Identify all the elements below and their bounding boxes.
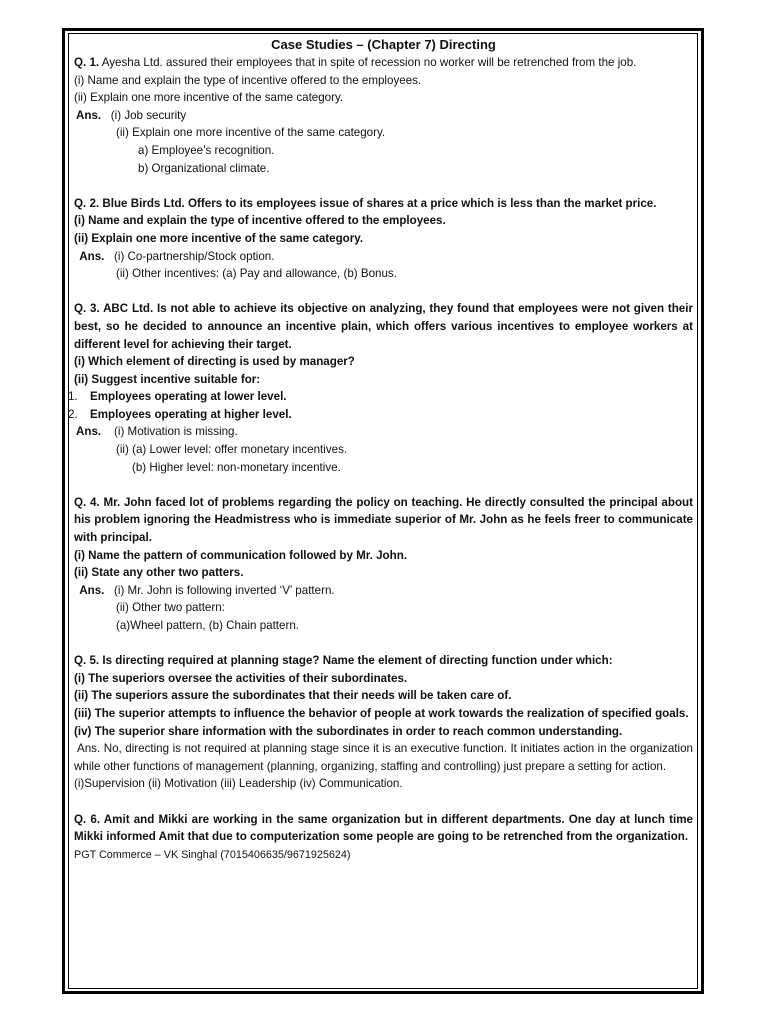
q4-answer-i-text: (i) Mr. John is following inverted ‘V’ pattern. xyxy=(114,583,335,597)
q5-part-i xyxy=(74,670,693,688)
q1-answer-i xyxy=(74,107,693,125)
q1-answer-a: a) Employee’s recognition. xyxy=(138,143,275,157)
question-4 xyxy=(74,494,693,547)
q4-answer-i xyxy=(74,582,693,600)
q5-part-iv-label: (iv) xyxy=(74,724,92,738)
answer-label: Ans. xyxy=(79,583,105,597)
question-2-label: Q. 2. xyxy=(74,196,100,210)
answer-label: Ans. xyxy=(76,108,102,122)
question-4-text: Mr. John faced lot of problems regarding the policy on teaching. He directly consulted the principal about his problem ignoring the Headmistress who is immediate superior of Mr. John as he feels freer to communicate with principal. xyxy=(74,495,693,545)
document-content xyxy=(68,36,693,864)
q5-part-iii-label: (iii) xyxy=(74,706,92,720)
q5-part-ii-text: The superiors assure the subordinates that their needs will be taken care of. xyxy=(91,689,512,703)
q4-answer-ii-patterns: (a)Wheel pattern, (b) Chain pattern. xyxy=(116,619,300,632)
q3-list-item-1 xyxy=(68,388,693,406)
q1-answer-i-text: (i) Job security xyxy=(110,108,187,122)
q5-answer-elements: (i)Supervision (ii) Motivation (iii) Leadership (iv) Communication. xyxy=(74,777,403,791)
q3-list-item-2-text: Employees operating at higher level. xyxy=(90,407,292,421)
q5-part-i-text: The superiors oversee the activities of their subordinates. xyxy=(88,671,408,685)
q1-answer-b: b) Organizational climate. xyxy=(138,161,270,175)
q1-part-i: (i) Name and explain the type of incentive offered to the employees. xyxy=(74,73,422,87)
q5-part-ii xyxy=(74,687,693,705)
question-2 xyxy=(74,195,693,213)
q1-part-ii: (ii) Explain one more incentive of the same category. xyxy=(74,91,344,105)
q5-part-iv xyxy=(74,723,693,741)
question-1-label: Q. 1. xyxy=(74,56,100,69)
q5-part-ii-label: (ii) xyxy=(74,689,89,703)
answer-label: Ans. xyxy=(76,425,102,439)
question-5 xyxy=(74,652,693,670)
q3-answer-ii: (ii) (a) Lower level: offer monetary incentives. xyxy=(116,443,348,457)
page-title: Case Studies – (Chapter 7) Directing xyxy=(271,37,496,52)
q5-part-iii-text: The superior attempts to influence the behavior of people at work towards the realization of specified goals. xyxy=(94,706,689,720)
page-footer: PGT Commerce – VK Singhal (7015406635/9671925624) xyxy=(74,848,351,861)
q5-answer: Ans. No, directing is not required at planning stage since it is an executive function. It initiates action in the organization while other functions of management (planning, organizing, staffing and controlling) just prepare a setting for action. xyxy=(74,742,693,773)
q4-part-ii: (ii) State any other two patters. xyxy=(74,566,244,580)
q2-part-i: (i) Name and explain the type of incentive offered to the employees. xyxy=(74,214,446,228)
question-4-label: Q. 4. xyxy=(74,495,100,509)
answer-label: Ans. xyxy=(79,249,105,263)
q3-answer-i-text: (i) Motivation is missing. xyxy=(114,425,238,439)
q2-answer-ii: (ii) Other incentives: (a) Pay and allowance, (b) Bonus. xyxy=(116,267,397,281)
question-3-label: Q. 3. xyxy=(74,302,100,316)
question-5-label: Q. 5. xyxy=(74,654,100,668)
q3-list-item-1-text: Employees operating at lower level. xyxy=(90,390,287,404)
question-1-text: Ayesha Ltd. assured their employees that in spite of recession no worker will be retrenched from the job. xyxy=(101,56,637,69)
question-5-text: Is directing required at planning stage? Name the element of directing function under which: xyxy=(102,654,613,668)
question-6-label: Q. 6. xyxy=(74,812,101,826)
question-2-text: Blue Birds Ltd. Offers to its employees issue of shares at a price which is less than the market price. xyxy=(102,196,657,210)
q4-answer-ii: (ii) Other two pattern: xyxy=(116,601,225,615)
q5-part-iii xyxy=(74,705,693,723)
q2-part-ii: (ii) Explain one more incentive of the same category. xyxy=(74,231,364,245)
q3-list-item-2 xyxy=(68,406,693,424)
q5-part-i-label: (i) xyxy=(74,671,85,685)
question-6-text: Amit and Mikki are working in the same organization but in different departments. One day at lunch time Mikki informed Amit that due to computerization some people are going to be retrenched from the organization. xyxy=(74,812,693,844)
question-1 xyxy=(74,54,693,72)
list-number: 1. xyxy=(68,390,78,404)
question-3-text: ABC Ltd. Is not able to achieve its objective on analyzing, they found that employees were not given their best, so he decided to announce an incentive plain, which offers various incentives to employee workers at different level for achieving their target. xyxy=(74,302,693,351)
q5-part-iv-text: The superior share information with the subordinates in order to reach common understanding. xyxy=(94,724,623,738)
question-3 xyxy=(74,300,693,353)
q3-answer-i xyxy=(74,423,693,441)
q4-part-i: (i) Name the pattern of communication followed by Mr. John. xyxy=(74,548,408,562)
list-number: 2. xyxy=(68,407,78,421)
question-6 xyxy=(74,811,693,846)
q2-answer-i-text: (i) Co-partnership/Stock option. xyxy=(114,249,275,263)
q2-answer-i xyxy=(74,248,693,266)
q3-answer-ii-b: (b) Higher level: non-monetary incentive. xyxy=(132,460,341,474)
q3-part-ii: (ii) Suggest incentive suitable for: xyxy=(74,372,261,386)
q1-answer-ii: (ii) Explain one more incentive of the same category. xyxy=(116,126,386,140)
q3-part-i: (i) Which element of directing is used by manager? xyxy=(74,355,355,369)
